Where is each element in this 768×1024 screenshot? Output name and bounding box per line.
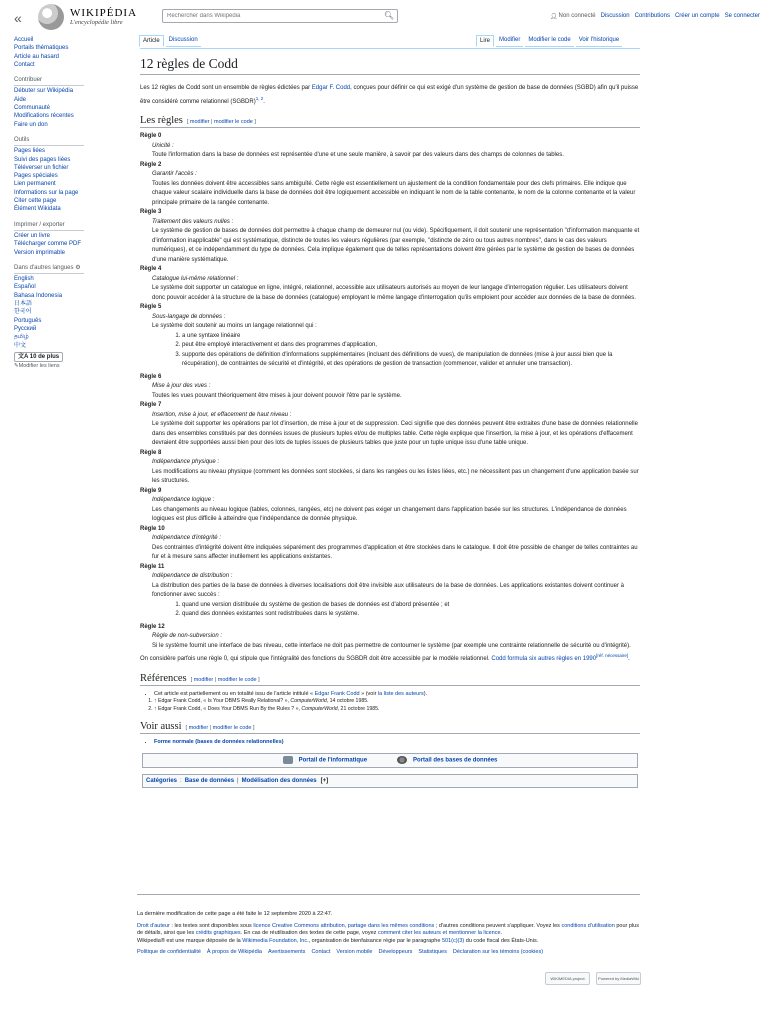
computer-icon (283, 756, 293, 764)
rule11-sublist (182, 601, 640, 620)
refs-text: Cet article est partiellement ou en totalité issu de l'article intitulé « (154, 690, 315, 697)
footnote-text: , 21 octobre 1985. (337, 705, 380, 712)
trademark-text: Wikipedia® est une marque déposée de la (137, 937, 243, 944)
sidebar-lang-ja[interactable]: 日本語 (14, 301, 33, 308)
section-edit-regles (187, 119, 256, 125)
sidebar-item-don[interactable]: Faire un don (14, 121, 48, 128)
wmf-link[interactable]: Wikimedia Foundation, Inc. (242, 937, 309, 944)
sidebar-lang-en[interactable]: English (14, 276, 34, 283)
section-title-references: Références (140, 672, 187, 684)
pencil-icon: ✎ (14, 363, 19, 370)
edit-bracket-close: ] (251, 725, 255, 731)
license-link[interactable]: licence Creative Commons attribution, partage dans les mêmes conditions (253, 922, 435, 929)
references-list (150, 690, 640, 699)
en-article-link[interactable]: Edgar Frank Codd (314, 690, 360, 697)
footer-link[interactable]: Contact (311, 949, 331, 955)
list-item: 1. quand une version distribuée du système de gestion de bases de données est d'abord présentée ; et (182, 601, 640, 611)
logo-tagline: L'encyclopédie libre (70, 19, 123, 26)
rule-name: Catalogue lui-même relationnel : (152, 275, 239, 282)
sidebar-item-imprimable[interactable]: Version imprimable (14, 249, 66, 256)
rule-name: Sous-langage de données : (152, 313, 226, 320)
category-item[interactable]: Modélisation des données (241, 777, 317, 784)
edit-links[interactable] (14, 362, 124, 370)
rule-label: Règle 12 (140, 623, 165, 630)
search-input[interactable] (163, 10, 373, 22)
edit-link[interactable]: modifier (188, 725, 209, 731)
credits-link[interactable]: crédits graphiques (195, 930, 241, 936)
footnote-text: ↑ Edgar Frank Codd, « Is Your DBMS Really Relational? », (154, 698, 291, 704)
terms-link[interactable]: conditions d'utilisation (561, 922, 615, 929)
footer-link[interactable]: Développeurs (378, 949, 413, 955)
footer-link[interactable]: Statistiques (418, 949, 447, 955)
more-languages-label: 10 de plus (29, 353, 60, 360)
article-content (140, 48, 640, 788)
footer (137, 894, 640, 957)
list-item: 1. a une syntaxe linéaire (182, 332, 640, 342)
sidebar-item-hasard[interactable]: Article au hasard (14, 53, 60, 60)
rules-list-3 (140, 623, 640, 652)
cat-sep: : (180, 777, 182, 784)
section-edit-voir-aussi (186, 725, 255, 731)
rule-name: Règle de non-subversion : (152, 633, 223, 639)
edit-sep: | (209, 119, 214, 125)
sidebar-heading-langues (14, 264, 84, 274)
sidebar-lang-zh[interactable]: 中文 (14, 342, 27, 349)
rule-label: Règle 9 (140, 487, 162, 494)
codd-1990-link[interactable]: Codd formula six autres règles en 1990 (491, 656, 597, 662)
sidebar-item-accueil[interactable]: Accueil (14, 37, 34, 43)
copyright-link[interactable]: Droit d'auteur (137, 922, 170, 929)
wikipedia-logo-icon[interactable] (38, 4, 64, 30)
sidebar-lang-ta[interactable]: தமிழ் (14, 334, 29, 341)
forme-normale-link[interactable]: Forme normale (bases de données relationnelles) (154, 739, 284, 745)
rule-label: Règle 2 (140, 161, 162, 168)
rule-description: Les changements au niveau logique (tables, colonnes, rangées, etc) ne doivent pas exiger un changement dans l'application basée sur les structures. L'indépendance de données logiques est plus difficile à atteindre que l'indépendance de donnée physique. (152, 506, 627, 522)
list-item (154, 690, 640, 699)
sidebar-main-nav (14, 36, 124, 69)
sidebar-heading-outils: Outils (14, 136, 84, 146)
license-text-part: ; d'autres conditions peuvent s'appliquer. Voyez les (434, 922, 562, 929)
section-title-regles: Les règles (140, 115, 183, 126)
rule-label: Règle 11 (140, 563, 165, 570)
rule-name: Garantir l'accès : (152, 171, 197, 177)
sidebar-item-informations[interactable]: Informations sur la page (14, 189, 79, 196)
rule-description: Le système doit soutenir au moins un langage relationnel qui : (152, 323, 317, 329)
list-item (154, 738, 640, 747)
footer-link[interactable]: Déclaration sur les témoins (cookies) (452, 949, 544, 955)
sidebar-heading-contribuer: Contribuer (14, 76, 84, 86)
rules-list-2 (140, 373, 640, 601)
sidebar-item-aide[interactable]: Aide (14, 96, 27, 103)
edit-sep: | (213, 676, 218, 683)
trademark-text: du code fiscal des États-Unis. (464, 937, 539, 944)
gear-icon[interactable]: ⚙ (75, 264, 81, 271)
intro-ref[interactable]: 1, 2 (255, 95, 264, 101)
edit-bracket-close: ] (252, 119, 256, 125)
rule-name: Indépendance physique : (152, 459, 220, 465)
sidebar-heading-imprimer: Imprimer / exporter (14, 221, 84, 231)
sidebar-lang-ko[interactable]: 한국어 (14, 309, 32, 316)
license-text (137, 923, 640, 946)
edit-link[interactable]: modifier (189, 119, 210, 125)
portal-informatique-link[interactable]: Portail de l'informatique (298, 757, 368, 764)
collapse-sidebar-icon[interactable]: « (14, 10, 22, 26)
501c3-link[interactable]: 501(c)(3) (441, 937, 465, 944)
sidebar (14, 36, 124, 370)
rule-description: La distribution des parties de la base de données à diverses localisations doit être invisible aux utilisateurs de la base de données. Les applications existantes doivent continuer à fonctionner avec succès : (152, 582, 624, 598)
rule-label: Règle 0 (140, 133, 162, 139)
outro-text: On considère parfois une règle 0, qui stipule que l'intégralité des fonctions du SGBDR doit être accessible par le modèle relationnel. (140, 656, 492, 662)
rule-label: Règle 5 (140, 304, 162, 310)
sidebar-lang-ru[interactable]: Русский (14, 325, 37, 332)
footnotes-list (154, 698, 640, 713)
view-tabs (476, 35, 622, 47)
rule-label: Règle 6 (140, 373, 162, 380)
trademark-text: , organisation de bienfaisance régie par le paragraphe (308, 937, 442, 944)
wikimedia-project-icon[interactable]: WIKIMEDIA project (545, 972, 590, 985)
see-also-list (150, 738, 640, 747)
rules-list (140, 132, 640, 332)
rule-label: Règle 4 (140, 266, 162, 272)
personal-contributions-link[interactable]: Contributions (634, 13, 670, 19)
search-box (162, 9, 398, 23)
sidebar-item-lien-permanent[interactable]: Lien permanent (14, 181, 56, 188)
outro-end: . (628, 656, 630, 662)
wikipedia-wordmark[interactable] (70, 7, 137, 26)
not-logged-in: Non connecté (558, 13, 596, 19)
refs-text: ). (423, 690, 428, 697)
license-text-part: . (500, 930, 503, 936)
logo-name: WIKIPÉDIA (70, 7, 138, 19)
sidebar-item-pages-speciales[interactable]: Pages spéciales (14, 173, 58, 180)
footnote-work: ComputerWorld (301, 705, 338, 712)
section-edit-references (191, 677, 260, 683)
database-icon (397, 756, 407, 764)
sidebar-item-contact[interactable]: Contact (14, 61, 35, 68)
authors-link[interactable]: la liste des auteurs (377, 690, 424, 697)
sidebar-item-creer-livre[interactable]: Créer un livre (14, 232, 51, 239)
rule-name: Unicité : (152, 142, 174, 149)
rule-description: Si le système fournit une interface de bas niveau, cette interface ne doit pas permettre de contourner le système (par exemple une contrainte relationnelle de sécurité ou d'intégrité). (152, 642, 631, 649)
tab-modifier[interactable]: Modifier (496, 35, 523, 47)
footer-link[interactable]: Avertissements (267, 949, 306, 955)
rule-name: Indépendance de distribution : (152, 573, 233, 579)
intro-paragraph (140, 84, 640, 107)
rule-name: Indépendance logique : (152, 497, 215, 503)
rule-description: Le système doit supporter un catalogue en ligne, intégré, relationnel, accessible aux utilisateurs autorisés au moyen de leur langage d'interrogation régulier. Les utilisateurs doivent donc pouvoir accéder à la structure de la base de données (catalogue) employant le même langage d'interrogation qu'ils emploient pour accéder aux données de la base de données. (152, 285, 636, 301)
footer-link[interactable]: À propos de Wikipédia (206, 949, 262, 955)
rule-description: Les modifications au niveau physique (comment les données sont stockées, si dans les rangées ou les listes liées, etc.) ne nécessitent pas un changement d'une application basée sur les structures. (152, 468, 639, 484)
rule5-sublist (182, 332, 640, 370)
rule-description: Toute l'information dans la base de données est représentée d'une et une seule manière, à savoir par des valeurs dans des champs de colonnes de tables. (152, 152, 564, 158)
translate-icon: 文A (18, 353, 29, 360)
lang-heading-label: Dans d'autres langues (14, 264, 74, 271)
rule-name: Insertion, mise à jour, et effacement de haut niveau : (152, 411, 292, 418)
edit-bracket-open: [ (185, 725, 189, 731)
personal-talk-link[interactable]: Discussion (600, 13, 630, 19)
sidebar-lang-id[interactable]: Bahasa Indonesia (14, 292, 63, 299)
personal-tools (550, 13, 760, 20)
rule-description: Des contraintes d'intégrité doivent être indiquées séparément des programmes d'application et être stockées dans le catalogue. Il doit être possible de changer de telles contraintes au fur et à mesure sans affecter inutilement les applications existantes. (152, 544, 638, 560)
portal-box (142, 753, 638, 768)
edit-code-link[interactable]: modifier le code (212, 725, 252, 731)
category-item[interactable]: Base de données (184, 777, 235, 784)
section-heading-voir-aussi (140, 721, 640, 734)
footnote-text: ↑ Edgar Frank Codd, « Does Your DBMS Run By the Rules ? », (154, 705, 302, 712)
tab-lire[interactable]: Lire (476, 35, 494, 47)
login-link[interactable]: Se connecter (724, 13, 760, 19)
rule-name: Indépendance d'intégrité : (152, 535, 221, 541)
footnote-text: , 14 octobre 1985. (326, 698, 369, 704)
outro-paragraph (140, 651, 640, 665)
footer-links (137, 949, 640, 957)
sidebar-item-citer[interactable]: Citer cette page (14, 198, 57, 205)
license-text-part: : les textes sont disponibles sous (169, 922, 254, 929)
sidebar-item-pdf[interactable]: Télécharger comme PDF (14, 241, 82, 248)
footer-link[interactable]: Politique de confidentialité (137, 949, 201, 955)
cite-link[interactable]: comment citer les auteurs et mentionner la licence (377, 930, 501, 936)
section-heading-references (140, 673, 640, 686)
rule-label: Règle 8 (140, 449, 162, 456)
edgar-codd-link[interactable]: Edgar F. Codd (311, 85, 351, 91)
tab-modifier-code[interactable]: Modifier le code (525, 35, 573, 47)
rule-label: Règle 10 (140, 525, 165, 532)
edit-links-label: Modifier les liens (18, 363, 60, 370)
intro-text-b: , conçues pour définir ce qui est exigé d'un système de gestion de base de données (SGBD) afin qu'il puisse être considéré comme relationnel (SGBDR) (140, 85, 639, 105)
rule-description: Toutes les données doivent être accessibles sans ambiguïté. Cette règle est essentiellement un ajustement de la condition fondamentale pour des clefs primaires. Elle indique que chaque valeur scalaire individuelle dans la base de données doit être logiquement accessible en indiquant le nom de la table contenante, le nom de la colonne contenante et la valeur principale primaire de la rangée contenante. (152, 180, 636, 206)
rule-description: Toutes les vues pouvant théoriquement être mises à jour doivent pouvoir l'être par le système. (152, 392, 402, 399)
sidebar-item-wikidata[interactable]: Élément Wikidata (14, 206, 61, 213)
intro-text-a: Les 12 règles de Codd sont un ensemble de règles édictées par (140, 85, 312, 91)
rule-name: Mise à jour des vues : (152, 383, 211, 389)
license-text-part: pour plus de détails, ainsi que les (137, 922, 639, 936)
edit-link[interactable]: modifier (193, 676, 214, 683)
rule-name: Traitement des valeurs nulles : (152, 218, 234, 225)
tab-article[interactable]: Article (139, 35, 164, 47)
footer-link[interactable]: Version mobile (336, 949, 373, 955)
footnote (154, 698, 640, 706)
tab-historique[interactable]: Voir l'historique (576, 35, 623, 47)
user-icon: 👤︎ (549, 14, 558, 20)
edit-bracket-open: [ (186, 119, 190, 125)
sidebar-item-televerser[interactable]: Téléverser un fichier (14, 164, 69, 171)
rule-label: Règle 7 (140, 402, 162, 408)
powered-by-mediawiki-icon[interactable]: Powered by MediaWiki (596, 972, 641, 985)
portal-bdd-link[interactable]: Portail des bases de données (413, 757, 498, 764)
sidebar-item-modifications[interactable]: Modifications récentes (14, 113, 74, 120)
edit-code-link[interactable]: modifier le code (213, 119, 253, 125)
cat-sep: | (237, 777, 239, 784)
footnote (154, 706, 640, 714)
rule-label: Règle 3 (140, 209, 162, 215)
section-heading-regles (140, 115, 640, 128)
sidebar-item-portails[interactable]: Portails thématiques (14, 45, 69, 52)
sidebar-item-pages-liees[interactable]: Pages liées (14, 148, 46, 155)
edit-bracket-open: [ (190, 676, 194, 683)
create-account-link[interactable]: Créer un compte (674, 13, 720, 19)
refs-text: » (voir (359, 690, 378, 697)
sidebar-lang-pt[interactable]: Português (14, 317, 42, 324)
edit-bracket-close: ] (256, 676, 260, 683)
list-item: 2. peut être employé interactivement et dans des programmes d'application, (182, 341, 640, 351)
more-languages-button[interactable] (14, 352, 63, 362)
ref-needed-link[interactable]: [réf. nécessaire] (596, 653, 629, 658)
last-modified: La dernière modification de cette page a été faite le 12 septembre 2020 à 22:47. (137, 911, 333, 917)
sidebar-item-suivi[interactable]: Suivi des pages liées (14, 156, 71, 163)
edit-code-link[interactable]: modifier le code (217, 676, 257, 683)
page-title: 12 règles de Codd (140, 56, 640, 75)
namespace-tabs (139, 35, 201, 47)
list-item: 3. supporte des opérations de définition d'informations supplémentaires (incluant des définitions de vues), de manipulation de données (mise à jour aussi bien que la récupération), de contraintes de sécurité et d'intégrité, et des opérations de gestion de transaction (commencer, valider et annuler une transaction). (182, 351, 640, 370)
rule-description: Le système doit supporter les opérations par lot d'insertion, de mise à jour et de suppression. Ceci signifie que des données peuvent être extraites d'une base de données relationnelle dans des ensembles constitués par des données issues de plusieurs tuples et/ou de multiples table. Cette règle explique que l'insertion, la mise à jour, et les opérations d'effacement devraient être supportées aussi bien pour des lots de tuples issues de plusieurs tables que juste pour un tuple unique issu d'une table unique. (152, 421, 638, 446)
intro-end: . (263, 98, 265, 105)
rule-description: Le système de gestion de bases de données doit permettre à chaque champ de demeurer nul (ou vide). Spécifiquement, il doit soutenir une représentation "d'information manquante et d'information inapplicable" qui est systématique, distincte de toutes les valeurs régulières (par exemple, "distincte de zéro ou tous autres nombres", dans le cas des valeurs numériques), et ce indépendamment du type de données. Cela implique également que de telles représentations doivent être gérées par le système de gestion de bases de données d'une manière systématique. (152, 228, 640, 263)
list-item: 2. quand des données existantes sont redistribuées dans le système. (182, 610, 640, 620)
sidebar-item-debuter[interactable]: Débuter sur Wikipédia (14, 88, 74, 95)
license-text-part: . En cas de réutilisation des textes de cette page, voyez (240, 930, 378, 936)
tab-discussion[interactable]: Discussion (166, 35, 201, 47)
footer-icons (545, 972, 641, 985)
edit-sep: | (208, 725, 213, 731)
sidebar-item-communaute[interactable]: Communauté (14, 105, 51, 112)
footnote-work: ComputerWorld (290, 698, 327, 704)
section-title-voir-aussi: Voir aussi (140, 721, 182, 732)
search-icon[interactable]: 🔍︎ (383, 11, 394, 20)
portal-informatique[interactable] (283, 756, 367, 764)
category-toggle[interactable]: [+] (320, 777, 329, 784)
category-links (142, 774, 638, 788)
sidebar-lang-es[interactable]: Español (14, 284, 36, 291)
portal-bases-donnees[interactable] (397, 756, 497, 764)
categories-label[interactable]: Catégories (146, 777, 178, 784)
